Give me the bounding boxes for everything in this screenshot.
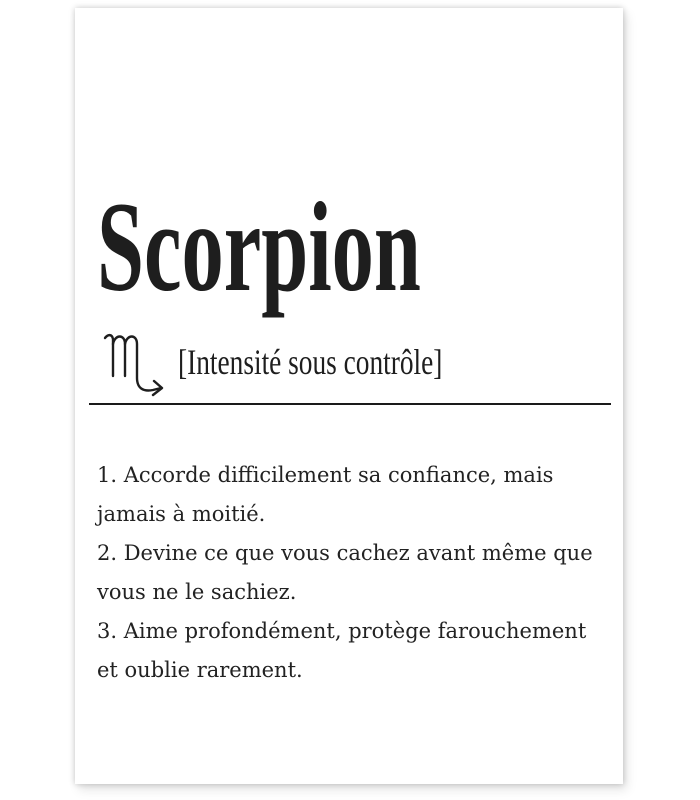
definition-item: 2. Devine ce que vous cachez avant même que vous ne le sachiez. <box>97 541 593 604</box>
poster-subtitle: [Intensité sous contrôle] <box>178 342 443 382</box>
definition-list <box>97 456 607 690</box>
scorpio-zodiac-icon <box>101 326 167 398</box>
poster-title: Scorpion <box>97 176 421 318</box>
definition-item: 1. Accorde difficilement sa confiance, mais jamais à moitié. <box>97 463 554 526</box>
divider-line <box>89 403 611 405</box>
poster-card <box>75 8 623 784</box>
definition-item: 3. Aime profondément, protège farouchement et oublie rarement. <box>97 619 587 682</box>
